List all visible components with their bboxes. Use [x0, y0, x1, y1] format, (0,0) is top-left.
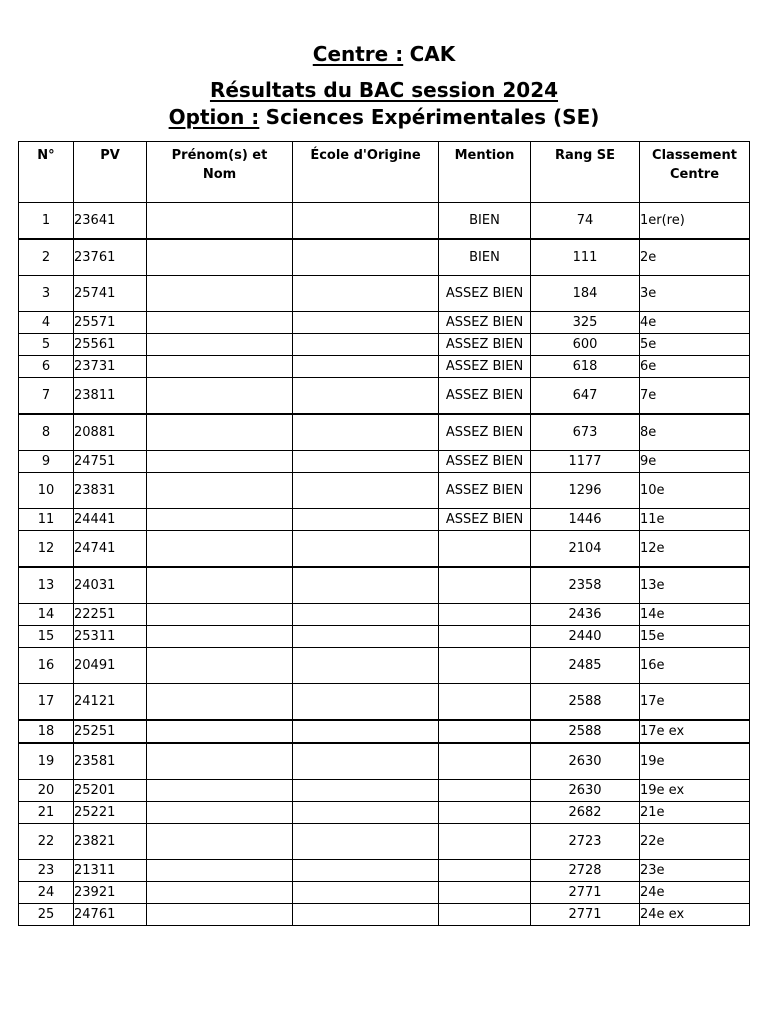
cell-mention	[439, 802, 531, 824]
cell-rank: 2630	[531, 780, 640, 802]
cell-pv: 23641	[74, 203, 147, 240]
cell-rank: 2728	[531, 860, 640, 882]
cell-rank: 1177	[531, 451, 640, 473]
cell-classement: 22e	[640, 824, 750, 860]
table-row	[19, 604, 750, 626]
cell-name	[147, 531, 293, 568]
cell-mention: BIEN	[439, 203, 531, 240]
cell-rank: 2771	[531, 882, 640, 904]
cell-name	[147, 414, 293, 451]
cell-classement: 13e	[640, 567, 750, 604]
cell-school	[293, 720, 439, 743]
cell-school	[293, 509, 439, 531]
cell-classement: 21e	[640, 802, 750, 824]
cell-name	[147, 334, 293, 356]
option-heading	[0, 105, 768, 129]
cell-name	[147, 780, 293, 802]
cell-school	[293, 567, 439, 604]
cell-pv: 24761	[74, 904, 147, 926]
cell-mention	[439, 720, 531, 743]
cell-classement: 23e	[640, 860, 750, 882]
cell-mention: ASSEZ BIEN	[439, 451, 531, 473]
cell-no: 15	[19, 626, 74, 648]
table-row	[19, 802, 750, 824]
cell-mention	[439, 743, 531, 780]
cell-pv: 25571	[74, 312, 147, 334]
cell-name	[147, 509, 293, 531]
cell-mention: ASSEZ BIEN	[439, 312, 531, 334]
table-row	[19, 203, 750, 240]
table-row	[19, 414, 750, 451]
cell-pv: 25741	[74, 276, 147, 312]
cell-pv: 20881	[74, 414, 147, 451]
cell-school	[293, 276, 439, 312]
cell-mention	[439, 824, 531, 860]
cell-pv: 25221	[74, 802, 147, 824]
cell-classement: 8e	[640, 414, 750, 451]
cell-rank: 647	[531, 378, 640, 415]
cell-no: 19	[19, 743, 74, 780]
cell-school	[293, 824, 439, 860]
table-row	[19, 473, 750, 509]
cell-school	[293, 860, 439, 882]
cell-name	[147, 473, 293, 509]
column-header-classement-line2: Centre	[669, 167, 720, 182]
cell-pv: 24441	[74, 509, 147, 531]
cell-rank: 111	[531, 239, 640, 276]
cell-school	[293, 203, 439, 240]
cell-school	[293, 378, 439, 415]
cell-rank: 2588	[531, 684, 640, 721]
cell-name	[147, 626, 293, 648]
cell-pv: 24751	[74, 451, 147, 473]
table-row	[19, 743, 750, 780]
cell-name	[147, 451, 293, 473]
cell-rank: 600	[531, 334, 640, 356]
cell-pv: 23731	[74, 356, 147, 378]
cell-pv: 25201	[74, 780, 147, 802]
column-header-school: École d'Origine	[293, 142, 439, 203]
cell-no: 1	[19, 203, 74, 240]
table-row	[19, 860, 750, 882]
column-header-classement	[640, 142, 750, 203]
cell-pv: 25561	[74, 334, 147, 356]
cell-no: 17	[19, 684, 74, 721]
table-row	[19, 451, 750, 473]
cell-name	[147, 860, 293, 882]
table-row	[19, 720, 750, 743]
column-header-pv: PV	[74, 142, 147, 203]
cell-rank: 325	[531, 312, 640, 334]
cell-classement: 16e	[640, 648, 750, 684]
table-row	[19, 378, 750, 415]
cell-pv: 22251	[74, 604, 147, 626]
cell-name	[147, 378, 293, 415]
cell-pv: 23761	[74, 239, 147, 276]
cell-classement: 11e	[640, 509, 750, 531]
cell-name	[147, 882, 293, 904]
cell-pv: 24031	[74, 567, 147, 604]
cell-classement: 19e ex	[640, 780, 750, 802]
cell-school	[293, 239, 439, 276]
table-row	[19, 312, 750, 334]
cell-school	[293, 604, 439, 626]
cell-no: 12	[19, 531, 74, 568]
cell-classement: 17e ex	[640, 720, 750, 743]
column-header-name	[147, 142, 293, 203]
cell-school	[293, 334, 439, 356]
cell-name	[147, 312, 293, 334]
cell-pv: 23921	[74, 882, 147, 904]
table-row	[19, 239, 750, 276]
cell-name	[147, 356, 293, 378]
table-header-row	[19, 142, 750, 203]
cell-no: 3	[19, 276, 74, 312]
cell-pv: 23821	[74, 824, 147, 860]
cell-mention	[439, 904, 531, 926]
table-row	[19, 276, 750, 312]
cell-classement: 24e ex	[640, 904, 750, 926]
cell-mention: ASSEZ BIEN	[439, 334, 531, 356]
cell-rank: 184	[531, 276, 640, 312]
cell-pv: 23831	[74, 473, 147, 509]
cell-school	[293, 473, 439, 509]
cell-mention	[439, 860, 531, 882]
option-label: Option :	[168, 105, 260, 129]
cell-classement: 9e	[640, 451, 750, 473]
cell-name	[147, 648, 293, 684]
cell-classement: 4e	[640, 312, 750, 334]
cell-rank: 673	[531, 414, 640, 451]
cell-pv: 21311	[74, 860, 147, 882]
cell-mention: ASSEZ BIEN	[439, 356, 531, 378]
table-row	[19, 626, 750, 648]
cell-classement: 3e	[640, 276, 750, 312]
cell-rank: 74	[531, 203, 640, 240]
cell-mention: ASSEZ BIEN	[439, 414, 531, 451]
cell-name	[147, 239, 293, 276]
results-table	[18, 141, 750, 926]
cell-classement: 17e	[640, 684, 750, 721]
cell-rank: 1296	[531, 473, 640, 509]
cell-rank: 2723	[531, 824, 640, 860]
cell-classement: 19e	[640, 743, 750, 780]
document-title: Résultats du BAC session 2024	[209, 78, 559, 102]
cell-mention	[439, 626, 531, 648]
table-row	[19, 904, 750, 926]
cell-mention: ASSEZ BIEN	[439, 378, 531, 415]
cell-pv: 23581	[74, 743, 147, 780]
cell-rank: 2771	[531, 904, 640, 926]
cell-no: 5	[19, 334, 74, 356]
cell-classement: 14e	[640, 604, 750, 626]
cell-mention	[439, 780, 531, 802]
cell-name	[147, 904, 293, 926]
cell-school	[293, 356, 439, 378]
cell-rank: 2630	[531, 743, 640, 780]
cell-pv: 23811	[74, 378, 147, 415]
cell-no: 10	[19, 473, 74, 509]
cell-no: 14	[19, 604, 74, 626]
cell-classement: 15e	[640, 626, 750, 648]
results-table-body	[19, 203, 750, 926]
cell-name	[147, 802, 293, 824]
centre-value: CAK	[409, 42, 456, 66]
table-row	[19, 334, 750, 356]
cell-mention	[439, 604, 531, 626]
cell-mention	[439, 648, 531, 684]
cell-school	[293, 780, 439, 802]
cell-no: 18	[19, 720, 74, 743]
cell-no: 23	[19, 860, 74, 882]
cell-school	[293, 451, 439, 473]
cell-no: 24	[19, 882, 74, 904]
table-row	[19, 509, 750, 531]
table-row	[19, 567, 750, 604]
cell-no: 11	[19, 509, 74, 531]
cell-no: 7	[19, 378, 74, 415]
cell-name	[147, 567, 293, 604]
table-row	[19, 356, 750, 378]
cell-mention	[439, 684, 531, 721]
cell-no: 22	[19, 824, 74, 860]
cell-rank: 2440	[531, 626, 640, 648]
cell-name	[147, 824, 293, 860]
table-row	[19, 531, 750, 568]
cell-school	[293, 904, 439, 926]
cell-classement: 2e	[640, 239, 750, 276]
cell-name	[147, 720, 293, 743]
cell-classement: 6e	[640, 356, 750, 378]
cell-classement: 7e	[640, 378, 750, 415]
cell-mention: BIEN	[439, 239, 531, 276]
cell-pv: 25251	[74, 720, 147, 743]
cell-name	[147, 203, 293, 240]
column-header-classement-line1: Classement	[652, 148, 737, 163]
cell-rank: 2104	[531, 531, 640, 568]
table-row	[19, 882, 750, 904]
cell-no: 16	[19, 648, 74, 684]
option-value: Sciences Expérimentales (SE)	[265, 105, 600, 129]
cell-no: 2	[19, 239, 74, 276]
cell-classement: 5e	[640, 334, 750, 356]
column-header-mention: Mention	[439, 142, 531, 203]
cell-school	[293, 802, 439, 824]
cell-school	[293, 882, 439, 904]
cell-no: 8	[19, 414, 74, 451]
cell-rank: 618	[531, 356, 640, 378]
cell-rank: 2436	[531, 604, 640, 626]
cell-rank: 1446	[531, 509, 640, 531]
cell-name	[147, 743, 293, 780]
cell-mention: ASSEZ BIEN	[439, 509, 531, 531]
table-row	[19, 684, 750, 721]
cell-rank: 2358	[531, 567, 640, 604]
cell-no: 20	[19, 780, 74, 802]
cell-rank: 2485	[531, 648, 640, 684]
cell-classement: 12e	[640, 531, 750, 568]
cell-rank: 2588	[531, 720, 640, 743]
cell-mention	[439, 531, 531, 568]
table-row	[19, 780, 750, 802]
cell-name	[147, 604, 293, 626]
cell-pv: 25311	[74, 626, 147, 648]
cell-classement: 1er(re)	[640, 203, 750, 240]
table-row	[19, 648, 750, 684]
cell-pv: 24741	[74, 531, 147, 568]
cell-school	[293, 648, 439, 684]
cell-pv: 20491	[74, 648, 147, 684]
column-header-name-line2: Nom	[202, 167, 237, 182]
cell-school	[293, 312, 439, 334]
cell-pv: 24121	[74, 684, 147, 721]
cell-school	[293, 414, 439, 451]
cell-name	[147, 276, 293, 312]
cell-school	[293, 531, 439, 568]
cell-no: 13	[19, 567, 74, 604]
cell-classement: 10e	[640, 473, 750, 509]
cell-no: 9	[19, 451, 74, 473]
cell-school	[293, 743, 439, 780]
cell-no: 4	[19, 312, 74, 334]
cell-no: 6	[19, 356, 74, 378]
table-row	[19, 824, 750, 860]
cell-no: 21	[19, 802, 74, 824]
centre-heading	[0, 42, 768, 66]
centre-label: Centre :	[312, 42, 404, 66]
cell-rank: 2682	[531, 802, 640, 824]
cell-mention: ASSEZ BIEN	[439, 276, 531, 312]
cell-mention	[439, 882, 531, 904]
cell-mention	[439, 567, 531, 604]
cell-school	[293, 684, 439, 721]
cell-mention: ASSEZ BIEN	[439, 473, 531, 509]
column-header-no: N°	[19, 142, 74, 203]
cell-classement: 24e	[640, 882, 750, 904]
cell-name	[147, 684, 293, 721]
column-header-name-line1: Prénom(s) et	[171, 148, 268, 163]
cell-school	[293, 626, 439, 648]
cell-no: 25	[19, 904, 74, 926]
column-header-rank: Rang SE	[531, 142, 640, 203]
